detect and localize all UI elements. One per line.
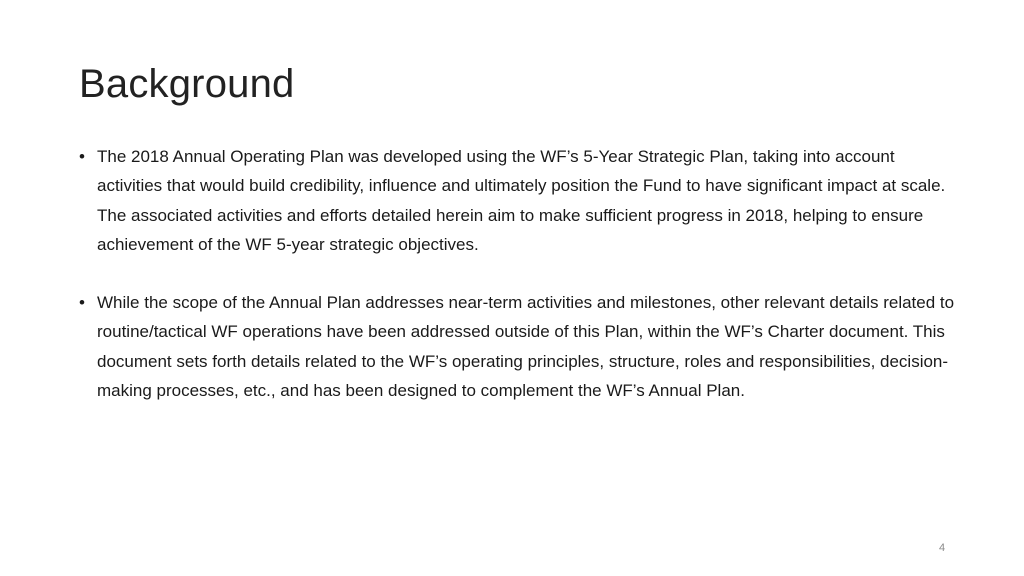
bullet-item [79,288,959,405]
bullet-marker: • [79,293,85,313]
bullet-text: While the scope of the Annual Plan addresses near-term activities and milestones, other relevant details related to routine/tactical WF operations have been addressed outside of this Plan, within the WF’s Charter document. This document sets forth details related to the WF’s operating principles, structure, roles and responsibilities, decision-making processes, etc., and has been designed to complement the WF’s Annual Plan. [97,293,955,401]
bullet-list [79,142,959,405]
slide-title: Background [79,62,295,106]
bullet-item [79,142,959,259]
bullet-text: The 2018 Annual Operating Plan was developed using the WF’s 5-Year Strategic Plan, taking into account activities that would build credibility, influence and ultimately position the Fund to have significant impact at scale. The associated activities and efforts detailed herein aim to make sufficient progress in 2018, helping to ensure achievement of the WF 5-year strategic objectives. [97,147,946,254]
bullet-marker: • [79,147,85,166]
page-number: 4 [938,542,946,554]
